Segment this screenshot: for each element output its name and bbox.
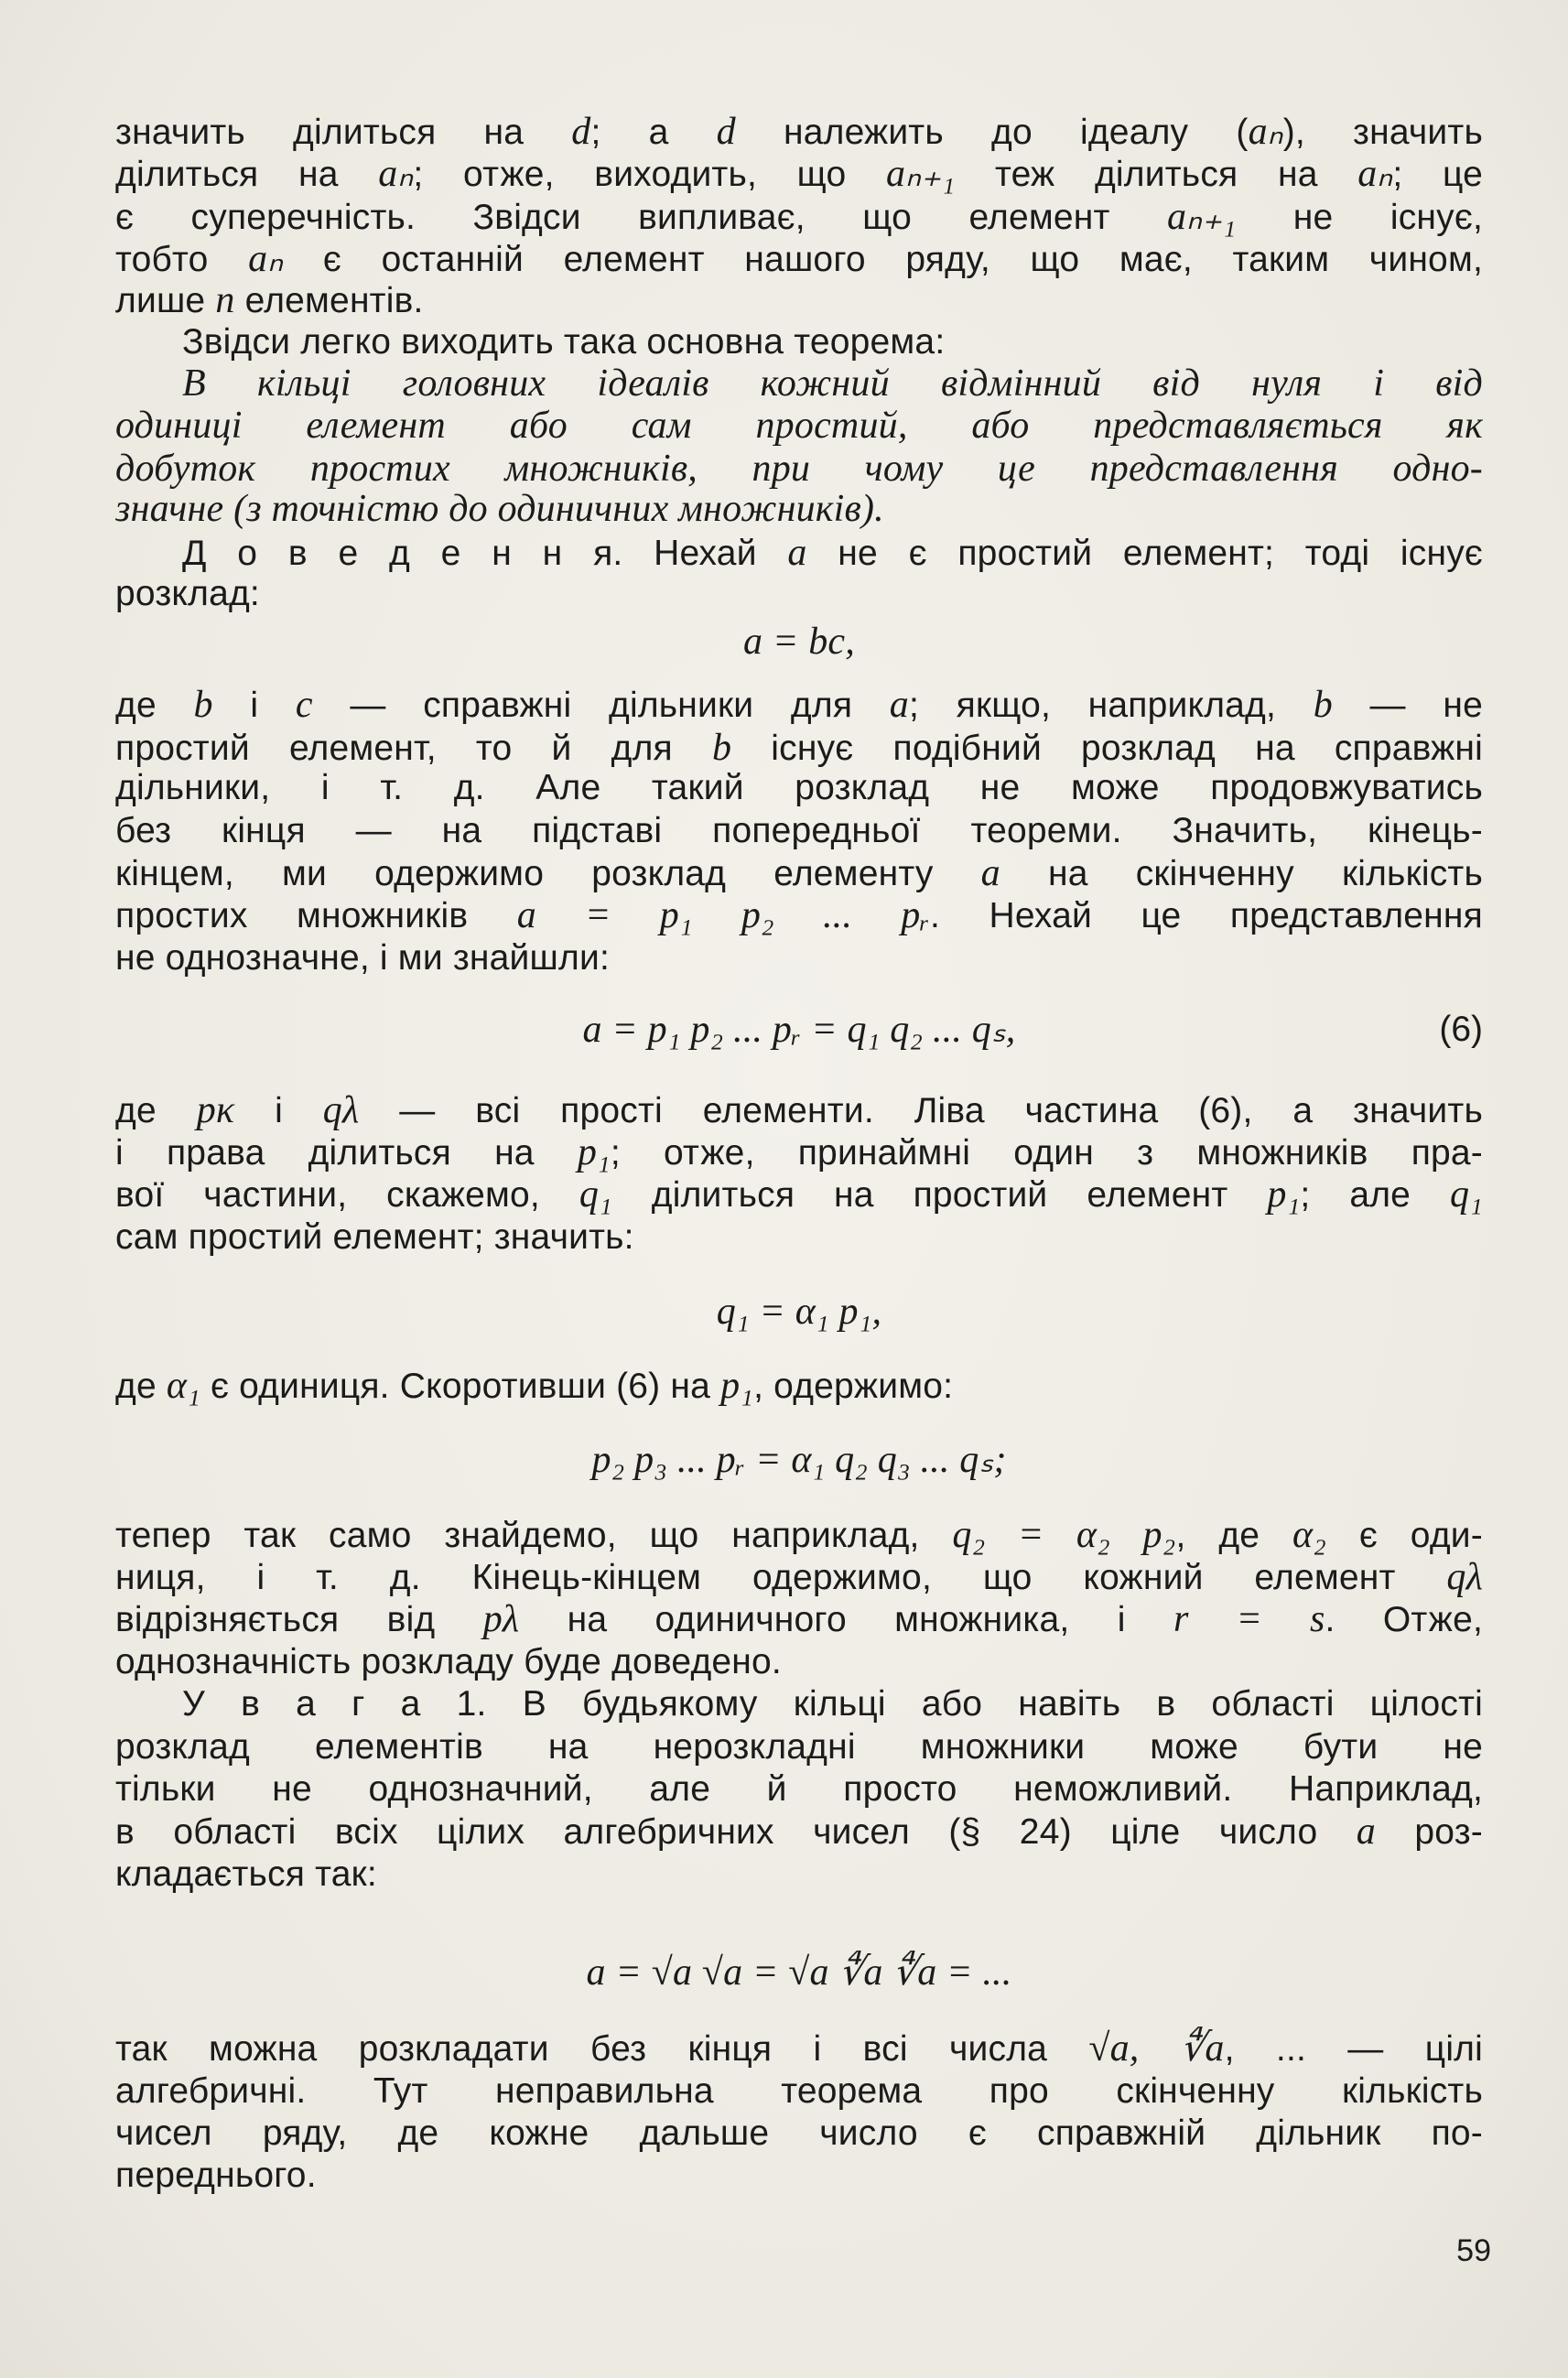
text-segment: де (115, 686, 194, 726)
text-segment: Звідси легко виходить така основна теорема: (182, 322, 946, 362)
equation-number: (6) (1439, 1009, 1483, 1049)
math-italic-text: r = s (1173, 1598, 1325, 1641)
text-segment: ділиться на (115, 155, 379, 195)
math-italic-text: a (889, 684, 909, 727)
text-segment: не існує, (1236, 197, 1483, 237)
text-segment: . Отже, (1325, 1600, 1483, 1640)
text-line (115, 110, 1483, 154)
text-segment: , де (1175, 1515, 1292, 1555)
text-segment: тобто (115, 240, 249, 279)
text-segment: — справжні дільники для (312, 686, 890, 726)
text-segment: є останній елемент нашого ряду, що має, таким чином, (283, 240, 1483, 279)
math-italic-text: a = p₁ p₂ ... pᵣ = q₁ q₂ ... qₛ, (582, 1008, 1016, 1051)
text-segment: ; отже, виходить, що (413, 155, 887, 195)
text-segment: ; а (590, 112, 717, 152)
text-line (115, 2112, 1483, 2156)
text-line (115, 1810, 1483, 1854)
math-italic-text: q₂ = α₂ p₂ (952, 1513, 1176, 1556)
text-segment: елементів. (234, 280, 424, 320)
text-segment: простих множників (115, 896, 517, 936)
text-line (115, 1364, 1483, 1408)
math-italic-text: p₁ (1267, 1173, 1301, 1216)
math-italic-text: pλ (482, 1598, 520, 1641)
text-segment: є суперечність. Звідси випливає, що елемент (115, 197, 1168, 237)
text-line (115, 1767, 1483, 1811)
text-line (115, 1088, 1483, 1132)
text-line (115, 1130, 1483, 1174)
math-italic-text: b (711, 726, 732, 769)
math-italic-text: a (980, 852, 1000, 895)
math-italic-text: q₁ (579, 1173, 612, 1216)
text-line (115, 1513, 1483, 1557)
text-line (115, 809, 1483, 853)
text-segment: і (234, 1090, 323, 1130)
text-segment: теж ділиться на (955, 155, 1358, 195)
text-line (115, 237, 1483, 281)
math-italic-text: aₙ (1357, 153, 1393, 196)
text-segment: на скінченну кількість (1000, 854, 1483, 894)
math-italic-text: α₂ (1292, 1513, 1327, 1556)
text-segment: не є простий елемент; тоді існує (806, 534, 1483, 574)
display-formula (115, 1438, 1483, 1482)
text-segment: розклад: (115, 574, 260, 614)
text-segment: переднього. (115, 2156, 317, 2196)
text-segment: однозначність розкладу буде доведено. (115, 1641, 782, 1681)
math-italic-text: aₙ₊₁ (1167, 195, 1237, 238)
math-italic-text: одиниці елемент або сам простий, або представляється як (115, 405, 1483, 448)
math-italic-text: α₁ (166, 1365, 200, 1408)
text-segment: ; отже, принаймні один з множників пра- (610, 1132, 1483, 1173)
text-segment: відрізняється від (115, 1600, 483, 1640)
text-segment: ; це (1392, 155, 1483, 195)
text-line (115, 851, 1483, 895)
math-italic-text: √a, ∜a (1088, 2027, 1225, 2070)
text-segment: простий елемент, то й для (115, 728, 712, 768)
text-segment: і (212, 686, 296, 726)
text-segment: ; якщо, наприклад, (909, 686, 1314, 726)
text-line (115, 320, 1483, 364)
text-segment: , ... — цілі (1224, 2029, 1483, 2070)
math-italic-text: q₁ (1449, 1173, 1483, 1216)
math-italic-text: p₁ (577, 1130, 611, 1173)
display-formula (115, 1951, 1483, 1994)
text-line (115, 1597, 1483, 1641)
math-italic-text: добуток простих множників, при чому це представлення одно- (115, 447, 1483, 490)
text-segment: належить до ідеалу ( (735, 112, 1249, 152)
text-segment: тільки не однозначний, але й просто неможливий. Наприклад, (115, 1768, 1483, 1809)
text-segment: лише (115, 280, 216, 320)
text-segment: де (115, 1090, 197, 1130)
text-segment: ; але (1300, 1175, 1450, 1216)
text-line (115, 1216, 1483, 1259)
math-italic-text: aₙ (1248, 110, 1283, 153)
text-segment: — всі прості елементи. Ліва частина (6), а значить (359, 1090, 1483, 1130)
math-italic-text: aₙ (378, 153, 414, 196)
math-italic-text: a = √a √a = √a ∜a ∜a = ... (586, 1951, 1012, 1994)
text-line (115, 152, 1483, 196)
math-italic-text: a = p₁ p₂ ... pᵣ (516, 894, 930, 937)
text-segment: сам простий елемент; значить: (115, 1216, 634, 1257)
math-italic-text: qλ (322, 1088, 360, 1131)
math-italic-text: pκ (196, 1088, 235, 1131)
text-line (115, 2070, 1483, 2113)
text-line (115, 572, 1483, 616)
math-italic-text: a (1356, 1811, 1376, 1854)
text-line (115, 2154, 1483, 2198)
text-segment: чисел ряду, де кожне дальше число є справжній дільник по- (115, 2113, 1483, 2154)
math-italic-text: aₙ₊₁ (886, 153, 956, 196)
text-line (115, 893, 1483, 937)
math-italic-text: n (215, 278, 235, 321)
text-segment: кінцем, ми одержимо розклад елементу (115, 854, 981, 894)
text-line (115, 362, 1483, 405)
text-line (115, 1173, 1483, 1216)
text-segment: кладається так: (115, 1854, 377, 1894)
text-line (115, 1853, 1483, 1897)
text-segment: на одиничного множника, і (519, 1600, 1173, 1640)
display-formula (115, 620, 1483, 664)
text-segment: не однозначне, і ми знайшли: (115, 937, 611, 978)
text-segment: , одержимо: (753, 1367, 954, 1407)
text-segment: ), значить (1282, 112, 1483, 152)
text-segment: в області всіх цілих алгебричних чисел (§ 24) ціле число (115, 1812, 1357, 1853)
text-line (115, 766, 1483, 810)
display-formula (115, 1290, 1483, 1334)
text-line (115, 447, 1483, 491)
math-italic-text: b (1313, 684, 1333, 727)
text-line (115, 1640, 1483, 1684)
text-line (115, 936, 1483, 980)
math-italic-text: q₁ = α₁ p₁, (716, 1290, 882, 1333)
text-line (115, 404, 1483, 448)
math-italic-text: a = bc, (743, 620, 855, 663)
text-segment: існує подібний розклад на справжні (731, 728, 1483, 768)
text-line (115, 195, 1483, 239)
text-segment: вої частини, скажемо, (115, 1175, 579, 1216)
text-segment: і права ділиться на (115, 1132, 578, 1173)
display-formula (115, 1008, 1483, 1052)
math-italic-text: d (716, 110, 736, 153)
text-line (115, 726, 1483, 770)
text-line (115, 1725, 1483, 1769)
text-segment: значить ділиться на (115, 112, 572, 152)
text-segment: так можна розкладати без кінця і всі числа (115, 2029, 1089, 2070)
text-line (115, 278, 1483, 322)
math-italic-text: qλ (1446, 1555, 1483, 1598)
text-segment: де (115, 1367, 167, 1407)
text-segment: У в а г а 1. В будьякому кільці або навіть в області цілості (182, 1684, 1483, 1724)
text-segment: тепер так само знайдемо, що наприклад, (115, 1515, 953, 1555)
text-segment: розклад елементів на нерозкладні множники може бути не (115, 1726, 1483, 1767)
text-segment: — не (1332, 686, 1483, 726)
math-italic-text: a (787, 532, 807, 575)
text-line (115, 683, 1483, 727)
text-segment: є одиниця. Скоротивши (6) на (200, 1367, 721, 1407)
text-segment: без кінця — на підставі попередньої теореми. Значить, кінець- (115, 810, 1483, 850)
math-italic-text: p₂ p₃ ... pᵣ = α₁ q₂ q₃ ... qₛ; (591, 1439, 1007, 1482)
math-italic-text: значне (з точністю до одиничних множників). (115, 488, 884, 531)
text-line (115, 1682, 1483, 1726)
text-segment: Д о в е д е н н я. Нехай (182, 534, 788, 574)
text-line (115, 531, 1483, 575)
text-segment: алгебричні. Тут неправильна теорема про скінченну кількість (115, 2070, 1483, 2111)
math-italic-text: В кільці головних ідеалів кожний відмінний від нуля і від (182, 362, 1483, 405)
text-segment: ниця, і т. д. Кінець-кінцем одержимо, що кожний елемент (115, 1557, 1447, 1597)
text-segment: роз- (1375, 1812, 1483, 1853)
text-segment: дільники, і т. д. Але такий розклад не може продовжуватись (115, 768, 1483, 808)
text-segment: ділиться на простий елемент (611, 1175, 1268, 1216)
math-italic-text: p₁ (720, 1365, 754, 1408)
math-italic-text: d (571, 110, 591, 153)
math-italic-text: b (193, 684, 213, 727)
math-italic-text: c (295, 684, 313, 727)
math-italic-text: aₙ (248, 238, 284, 280)
text-line (115, 2027, 1483, 2070)
text-line (115, 487, 1483, 531)
text-segment: . Нехай це представлення (929, 896, 1483, 936)
text-line (115, 1555, 1483, 1599)
page-number: 59 (1456, 2233, 1491, 2268)
text-segment: є оди- (1326, 1515, 1483, 1555)
